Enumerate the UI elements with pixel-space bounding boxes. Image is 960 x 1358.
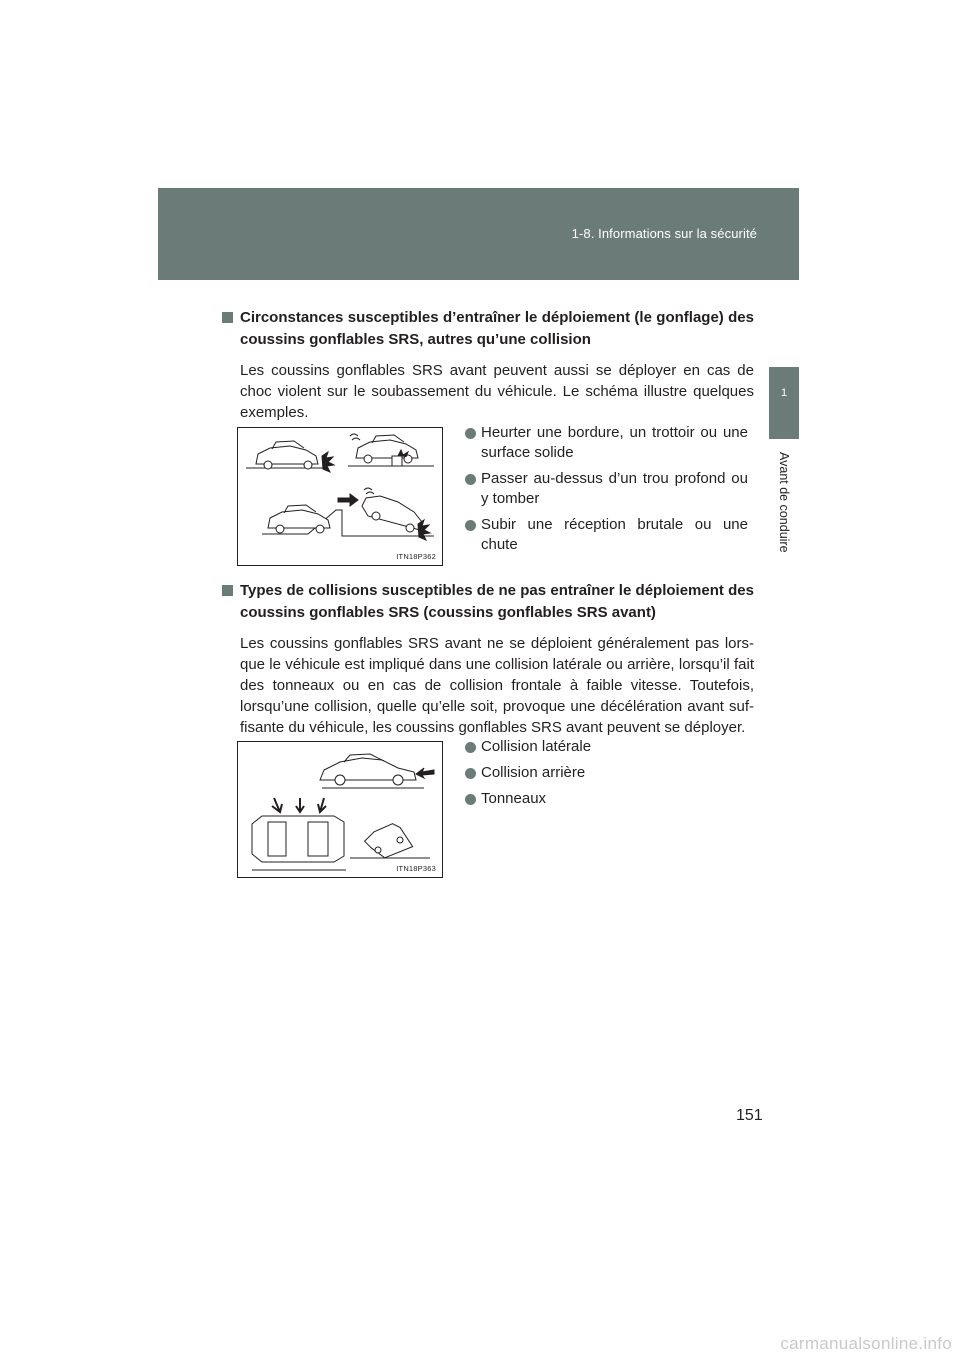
- section-non-deployment-collisions: [222, 580, 754, 738]
- figure-code: ITN18P363: [396, 864, 436, 873]
- bullet-list-collision-types: [465, 737, 748, 815]
- side-tab-top: [769, 188, 799, 280]
- list-item: [465, 763, 748, 783]
- header-band: [158, 188, 799, 280]
- section-heading: [222, 580, 754, 624]
- undercarriage-impact-illustration: [238, 428, 442, 565]
- figure-collision-types: [237, 741, 443, 878]
- figure-code: ITN18P362: [396, 552, 436, 561]
- round-bullet-icon: [465, 794, 476, 805]
- round-bullet-icon: [465, 520, 476, 531]
- section-heading-text: Circonstances susceptibles d’entraîner le déploiement (le gonflage) des coussins gonflables SRS, autres qu’une collision: [240, 309, 754, 348]
- page-number: 151: [736, 1107, 763, 1124]
- section-body: Les coussins gonflables SRS avant peuvent aussi se déployer en cas de choc violent sur le soubassement du véhicule. Le schéma illustre quelques exemples.: [240, 362, 754, 421]
- list-item-text: Passer au-dessus d’un trou profond ou y tomber: [481, 470, 748, 507]
- section-heading: [222, 307, 754, 351]
- collision-types-illustration: [238, 742, 442, 877]
- round-bullet-icon: [465, 768, 476, 779]
- section-deployment-circumstances: [222, 307, 754, 423]
- section-title: 1-8. Informations sur la sécurité: [571, 226, 757, 241]
- square-bullet-icon: [222, 312, 233, 323]
- list-item: [465, 789, 748, 809]
- list-item-text: Subir une réception brutale ou une chute: [481, 516, 748, 553]
- list-item-text: Collision arrière: [481, 764, 586, 781]
- square-bullet-icon: [222, 585, 233, 596]
- list-item-text: Tonneaux: [481, 790, 547, 807]
- watermark: carmanualsonline.info: [780, 1334, 952, 1353]
- section-body: Les coussins gonflables SRS avant ne se déploient généralement pas lors-que le véhicule est impliqué dans une collision latérale ou arrière, lorsqu’il fait des tonneaux ou en cas de collision frontale à faible vitesse. Toutefois, lorsqu’une collision, quelle qu’elle soit, provoque une décélération avant suf-fisante du véhicule, les coussins gonflables SRS avant peuvent se déployer.: [240, 635, 754, 736]
- chapter-number-tab: 1: [769, 367, 799, 439]
- chapter-label-text: Avant de conduire: [777, 452, 791, 553]
- list-item-text: Heurter une bordure, un trottoir ou une surface solide: [481, 424, 748, 461]
- round-bullet-icon: [465, 428, 476, 439]
- section-heading-text: Types de collisions susceptibles de ne pas entraîner le déploiement des coussins gonflables SRS (coussins gonflables SRS avant): [240, 582, 754, 621]
- list-item: [465, 737, 748, 757]
- list-item-text: Collision latérale: [481, 738, 592, 755]
- bullet-list-deployment: [465, 423, 748, 561]
- list-item: [465, 469, 748, 509]
- figure-undercarriage-impacts: [237, 427, 443, 566]
- round-bullet-icon: [465, 474, 476, 485]
- list-item: [465, 515, 748, 555]
- chapter-label: [771, 452, 797, 572]
- round-bullet-icon: [465, 742, 476, 753]
- list-item: [465, 423, 748, 463]
